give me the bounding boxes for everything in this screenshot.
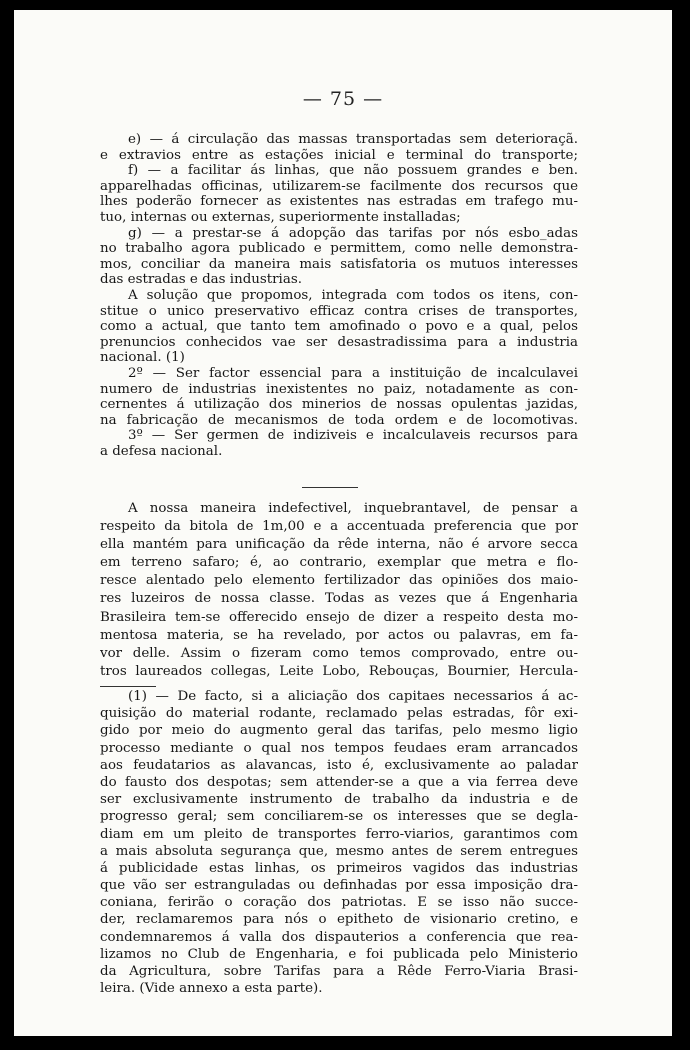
footnote-line: do fausto dos despotas; sem attender-se a que a via ferrea deve (100, 774, 578, 790)
footnote-line: (1) — De facto, si a aliciação dos capitaes necessarios á ac- (128, 689, 578, 704)
footnote-line: a mais absoluta segurança que, mesmo antes de serem entregues (100, 843, 578, 859)
text-line: stitue o unico preservativo efficaz contra crises de transportes, (100, 303, 578, 319)
text-line: mentosa materia, se ha revelado, por actos ou palavras, em fa- (100, 627, 578, 643)
footnote-line: quisição do material rodante, reclamado pelas estradas, fôr exi- (100, 706, 578, 722)
footnote-line: diam em um pleito de transportes ferro-viarios, garantimos com (100, 826, 578, 842)
text-line: g) — a prestar-se á adopção das tarifas por nós esbo_adas (128, 225, 578, 241)
text-line: como a actual, que tanto tem amofinado o povo e a qual, pelos (100, 319, 578, 335)
text-line: A solução que propomos, integrada com todos os itens, con- (128, 287, 578, 303)
footnote-line: coniana, ferirão o coração dos patriotas. E se isso não succe- (100, 895, 578, 911)
text-line: e) — á circulação das massas transportadas sem deterioraçã. (128, 132, 578, 147)
text-line: f) — a facilitar ás linhas, que não possuem grandes e ben. (128, 163, 578, 179)
text-line: nacional. (1) (100, 350, 185, 366)
text-line: lhes poderão fornecer as existentes nas estradas em trafego mu- (100, 194, 578, 210)
footnote-line: gido por meio do augmento geral das tarifas, pelo mesmo ligio (100, 723, 578, 739)
text-line: A nossa maneira indefectivel, inquebrantavel, de pensar a (128, 501, 578, 516)
text-line: Brasileira tem-se offerecido ensejo de dizer a respeito desta mo- (100, 609, 578, 625)
scanned-page (14, 10, 672, 1036)
footnote-line: aos feudatarios as alavancas, isto é, exclusivamente ao paladar (100, 757, 578, 773)
text-line: a defesa nacional. (100, 443, 223, 459)
footnote-line: ser exclusivamente instrumento de trabalho da industria e de (100, 792, 578, 808)
footnote-line: condemnaremos á valla dos dispauterios a conferencia que rea- (100, 929, 578, 945)
footnote-line: á publicidade estas linhas, os primeiros vagidos das industrias (100, 860, 578, 876)
text-line: apparelhadas officinas, utilizarem-se facilmente dos recursos que (100, 178, 578, 194)
text-line: resce alentado pelo elemento fertilizador das opiniões dos maio- (100, 573, 578, 589)
text-line: em terreno safaro; é, ao contrario, exemplar que metra e flo- (100, 555, 578, 571)
text-line: na fabricação de mecanismos de toda ordem e de locomotivas. (100, 412, 578, 428)
text-line: cernentes á utilização dos minerios de nossas opulentas jazidas, (100, 397, 578, 413)
footnote-divider (100, 686, 156, 687)
section-divider (302, 487, 358, 488)
text-line: tuo, internas ou externas, superiormente installadas; (100, 209, 461, 225)
footnote-line: processo mediante o qual nos tempos feudaes eram arrancados (100, 740, 578, 756)
section2-text (100, 500, 578, 681)
footnote-text (100, 688, 578, 997)
page-number: — 75 — (302, 88, 384, 110)
text-line: das estradas e das industrias. (100, 272, 302, 288)
text-line: tros laureados collegas, Leite Lobo, Rebouças, Bournier, Hercula- (100, 663, 578, 679)
footnote-line: lizamos no Club de Engenharia, e foi publicada pelo Ministerio (100, 946, 578, 962)
text-line: vor delle. Assim o fizeram como temos comprovado, entre ou- (100, 645, 578, 661)
text-line: 3º — Ser germen de indiziveis e incalculaveis recursos para (128, 428, 578, 444)
text-line: respeito da bitola de 1m,00 e a accentuada preferencia que por (100, 519, 578, 535)
text-line: prenuncios conhecidos vae ser desastradissima para a industria (100, 334, 578, 350)
text-line: numero de industrias inexistentes no paiz, notadamente as con- (100, 381, 578, 397)
footnote-line: da Agricultura, sobre Tarifas para a Rêde Ferro-Viaria Brasi- (100, 964, 578, 979)
text-line: e extravios entre as estações inicial e terminal do transporte; (100, 147, 578, 163)
text-line: res luzeiros de nossa classe. Todas as vezes que á Engenharia (100, 591, 578, 607)
text-line: ella mantém para unificação da rêde interna, não é arvore secca (100, 537, 578, 553)
footnote-line: leira. (Vide annexo a esta parte). (100, 981, 323, 997)
footnote-line: que vão ser estranguladas ou definhadas por essa imposição dra- (100, 878, 578, 894)
footnote-line: progresso geral; sem conciliarem-se os interesses que se degla- (100, 809, 578, 825)
footnote-line: der, reclamaremos para nós o epitheto de visionario cretino, e (100, 912, 578, 928)
text-line: 2º — Ser factor essencial para a instituição de incalculavei (128, 365, 578, 381)
text-line: no trabalho agora publicado e permittem, como nelle demonstra- (100, 241, 578, 257)
section1-text (100, 132, 578, 459)
text-line: mos, conciliar da maneira mais satisfatoria os mutuos interesses (100, 256, 578, 272)
